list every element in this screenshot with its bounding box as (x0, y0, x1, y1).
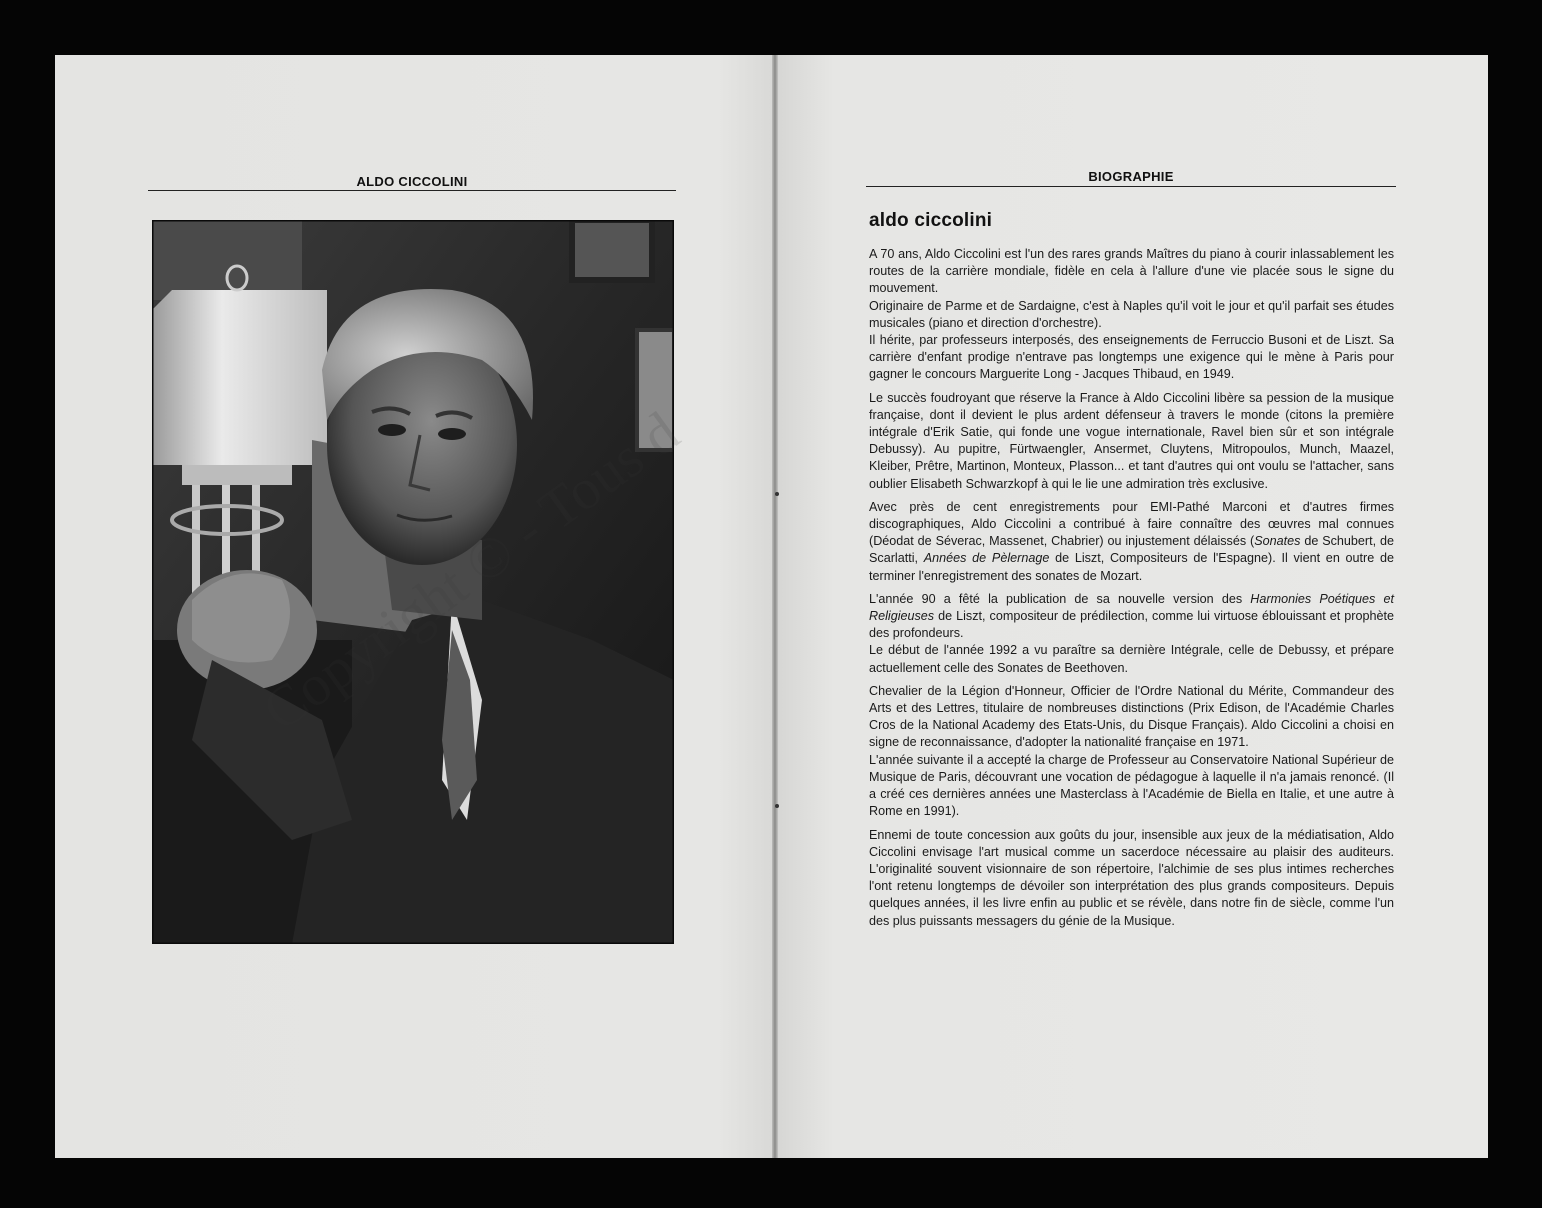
bio-paragraph-1 (869, 246, 1394, 384)
bio-line: Chevalier de la Légion d'Honneur, Officier de l'Ordre National du Mérite, Commandeur des Arts et des Lettres, titulaire de nombreuses distinctions (Prix Edison, de l'Académie Charles Cros de la National Academy des Etats-Unis, du Disque Français). Aldo Ciccolini a choisi en signe de reconnaissance, d'adopter la nationalité française en 1971. (869, 683, 1394, 750)
bio-segment: de Schubert, de Scarlatti, (869, 534, 1395, 566)
staple (775, 492, 779, 496)
bio-line: Originaire de Parme et de Sardaigne, c'est à Naples qu'il voit le jour et qu'il parfait ses études musicales (piano et direction d'orchestre). (869, 298, 1394, 330)
bio-line: Le succès foudroyant que réserve la France à Aldo Ciccolini libère sa pession de la musique française, dont il devient le plus ardent défenseur à travers le monde (citons la première intégrale d'Erik Satie, qui fonde une vogue internationale, Ravel bien sûr et son intégrale Debussy). Au pupitre, Fürtwaengler, Ansermet, Cluytens, Mitropoulos, Munch, Maazel, Kleiber, Prêtre, Martinon, Monteux, Plasson... et tant d'autres qui ont voulu se l'attacher, sans oublier Elisabeth Schwarzkopf à qui le lie une admiration très exclusive. (869, 390, 1394, 491)
bio-line: A 70 ans, Aldo Ciccolini est l'un des rares grands Maîtres du piano à courir inlassablement les routes de la carrière mondiale, fidèle en cela à l'allure d'une vie placée sous le signe du mouvement. (869, 247, 1394, 296)
bio-line: L'année suivante il a accepté la charge de Professeur au Conservatoire National Supérieur de Musique de Paris, découvrant une vocation de pédagogue à laquelle il n'a jamais renoncé. (Il a créé ces dernières années une Masterclass à l'Académie de Biella en Italie, et une autre à Rome en 1991). (869, 752, 1394, 819)
bio-paragraph-3 (869, 499, 1394, 585)
biography-text (869, 246, 1394, 936)
bio-segment: Avec près de cent enregistrements pour EMI-Pathé Marconi et d'autres firmes discographiques, Aldo Ciccolini a contribué à faire connaître des œuvres mal connues (Déodat de Séverac, Massenet, Chabrier) ou injustement délaissés ( (869, 499, 1394, 549)
right-header-rule (866, 186, 1396, 187)
left-header-rule (148, 190, 676, 191)
candelabra (182, 465, 292, 485)
bio-paragraph-2 (869, 390, 1394, 493)
bio-line: Il hérite, par professeurs interposés, des enseignements de Ferruccio Busoni et de Liszt. Sa carrière d'enfant prodige n'entrave pas longtemps une exigence qui le mène à Paris pour gagner le concours Marguerite Long - Jacques Thibaud, en 1949. (869, 333, 1394, 382)
bio-line: Le début de l'année 1992 a vu paraître sa dernière Intégrale, celle de Debussy, et prépare actuellement celle des Sonates de Beethoven. (869, 643, 1394, 675)
wall-frame (637, 330, 674, 450)
wall-panel (152, 220, 302, 300)
candelabra-arm (192, 485, 200, 595)
bio-paragraph-4 (869, 591, 1394, 677)
booklet-spine (772, 55, 778, 1158)
bio-paragraph-6 (869, 827, 1394, 930)
staple (775, 804, 779, 808)
wall-frame (572, 220, 652, 280)
bio-segment: de Liszt, Compositeurs de l'Espagne). Il vient en outre de terminer l'enregistrement des sonates de Mozart. (869, 551, 1394, 583)
bio-paragraph-5 (869, 683, 1394, 821)
bio-segment-italic: Harmonies Poétiques et Religieuses (869, 591, 1394, 624)
bio-line: Ennemi de toute concession aux goûts du jour, insensible aux jeux de la médiatisation, Aldo Ciccolini envisage l'art musical comme un sacerdoce nécessaire au plaisir des auditeurs. L'originalité souvent visionnaire de son répertoire, l'alchimie de ses plus intimes recherches l'ont retenu longtemps de dévoiler son interprétation des plus grands compositeurs. Depuis quelques années, il les livre enfin au public et se révèle, dans notre fin de siècle, comme l'un des plus puissants messagers du génie de la Musique. (869, 827, 1394, 928)
lamp-shade (152, 290, 327, 465)
left-page-header: ALDO CICCOLINI (356, 174, 468, 189)
left-eye (378, 424, 406, 436)
right-page-header: BIOGRAPHIE (1088, 169, 1174, 184)
bio-segment: de Liszt, compositeur de prédilection, comme lui virtuose éblouissant et prophète des profondeurs. (869, 609, 1394, 641)
portrait-photo (152, 220, 674, 944)
bio-segment-italic: Sonates (1254, 534, 1301, 549)
bio-segment-italic: Années de Pèlernage (923, 551, 1050, 566)
bio-segment: L'année 90 a fêté la publication de sa nouvelle version des (869, 591, 1251, 606)
right-eye (438, 428, 466, 440)
biography-title: aldo ciccolini (869, 210, 993, 231)
